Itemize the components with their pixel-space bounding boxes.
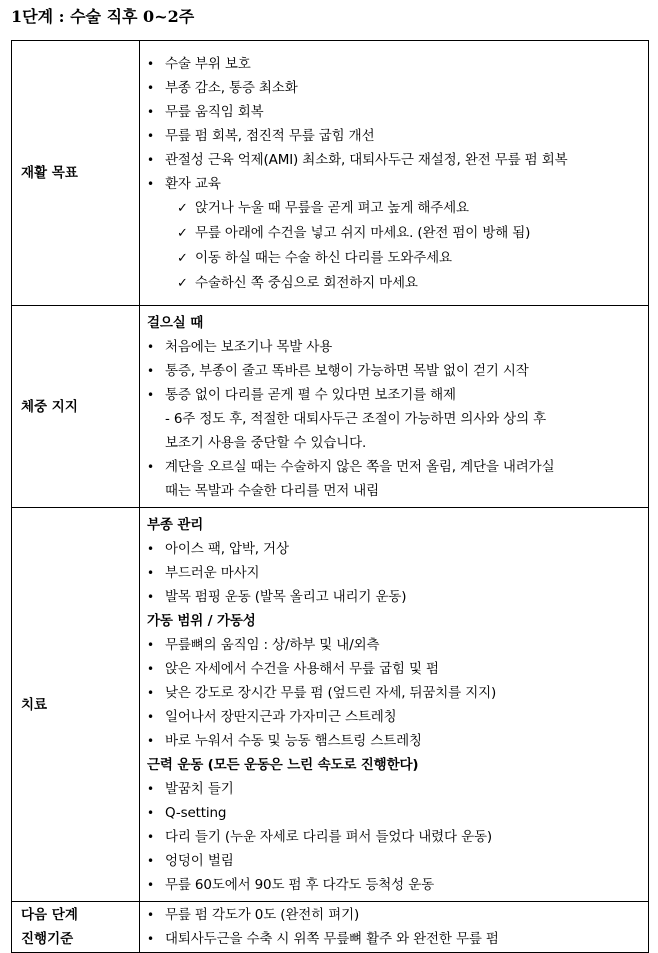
list-item: • 환자 교육 [147,172,642,196]
list-item: • 다리 들기 (누운 자세로 다리를 펴서 들었다 내렸다 운동) [147,825,642,849]
next-cell [140,902,649,953]
check-item: ✓ 앉거나 누울 때 무릎을 곧게 펴고 높게 해주세요 [147,196,642,221]
list-item: • 대퇴사두근을 수축 시 위쪽 무릎뼈 활주 와 완전한 무릎 펌 [147,927,642,951]
list-item: • Q-setting [147,801,642,825]
list-item: • 통증, 부종이 줄고 똑바른 보행이 가능하면 목발 없이 걷기 시작 [147,359,642,383]
list-item: • 부종 감소, 통증 최소화 [147,76,642,100]
note-line: - 6주 정도 후, 적절한 대퇴사두근 조절이 가능하면 의사와 상의 후 [165,411,546,427]
row-label-next [12,902,140,953]
table-row-goals [12,41,649,306]
list-item: • 무릎 펌 회복, 점진적 무릎 굽힘 개선 [147,124,642,148]
list-item: • 무릎 펌 각도가 0도 (완전히 펴기) [147,903,642,927]
list-item: • 바로 누워서 수동 및 능동 햄스트링 스트레칭 [147,729,642,753]
weight-cell [140,306,649,508]
row-label-treatment: 치료 [12,508,140,902]
list-item: • 무릎뼈의 움직임 : 상/하부 및 내/외측 [147,633,642,657]
section-heading: 가동 범위 / 가동성 [147,613,256,629]
list-item: • 아이스 팩, 압박, 거상 [147,537,642,561]
list-item: • 발목 펌핑 운동 (발목 올리고 내리기 운동) [147,585,642,609]
note-line: 보조기 사용을 중단할 수 있습니다. [165,435,367,451]
goals-cell [140,41,649,306]
table-row-treatment [12,508,649,902]
list-item: • 처음에는 보조기나 목발 사용 [147,335,642,359]
treatment-cell [140,508,649,902]
list-item: • 통증 없이 다리를 곧게 펼 수 있다면 보조기를 해제 [147,383,642,407]
list-item: • 부드러운 마사지 [147,561,642,585]
check-item: ✓ 무릎 아래에 수건을 넣고 쉬지 마세요. (완전 펌이 방해 됨) [147,221,642,246]
row-label-weight: 체중 지지 [12,306,140,508]
section-heading: 걸으실 때 [147,315,204,331]
list-item: • 일어나서 장딴지근과 가자미근 스트레칭 [147,705,642,729]
row-label-next-line1: 다음 단계 [21,907,78,923]
row-label-goals: 재활 목표 [12,41,140,306]
row-label-next-line2: 진행기준 [21,931,74,947]
list-item: • 낮은 강도로 장시간 무릎 펌 (엎드린 자세, 뒤꿈치를 지지) [147,681,642,705]
check-item: ✓ 수술하신 쪽 중심으로 회전하지 마세요 [147,271,642,296]
list-item-continuation: 때는 목발과 수술한 다리를 먼저 내림 [165,483,380,499]
list-item: • 발꿈치 들기 [147,777,642,801]
table-row-next [12,902,649,953]
rehab-plan-table [11,40,649,953]
list-item: • 수술 부위 보호 [147,52,642,76]
check-item: ✓ 이동 하실 때는 수술 하신 다리를 도와주세요 [147,246,642,271]
list-item: • 무릎 60도에서 90도 펌 후 다각도 등척성 운동 [147,873,642,897]
list-item: • 관절성 근육 억제(AMI) 최소화, 대퇴사두근 재설정, 완전 무릎 펌 회복 [147,148,642,172]
list-item: • 엉덩이 벌림 [147,849,642,873]
table-row-weight [12,306,649,508]
list-item: • 앉은 자세에서 수건을 사용해서 무릎 굽힘 및 펌 [147,657,642,681]
list-item: • 계단을 오르실 때는 수술하지 않은 쪽을 먼저 올림, 계단을 내려가실 [147,455,642,479]
section-heading: 부종 관리 [147,517,204,533]
section-heading: 근력 운동 (모든 운동은 느린 속도로 진행한다) [147,757,419,773]
page-title: 1단계 : 수술 직후 0~2주 [11,7,195,26]
list-item: • 무릎 움직임 회복 [147,100,642,124]
